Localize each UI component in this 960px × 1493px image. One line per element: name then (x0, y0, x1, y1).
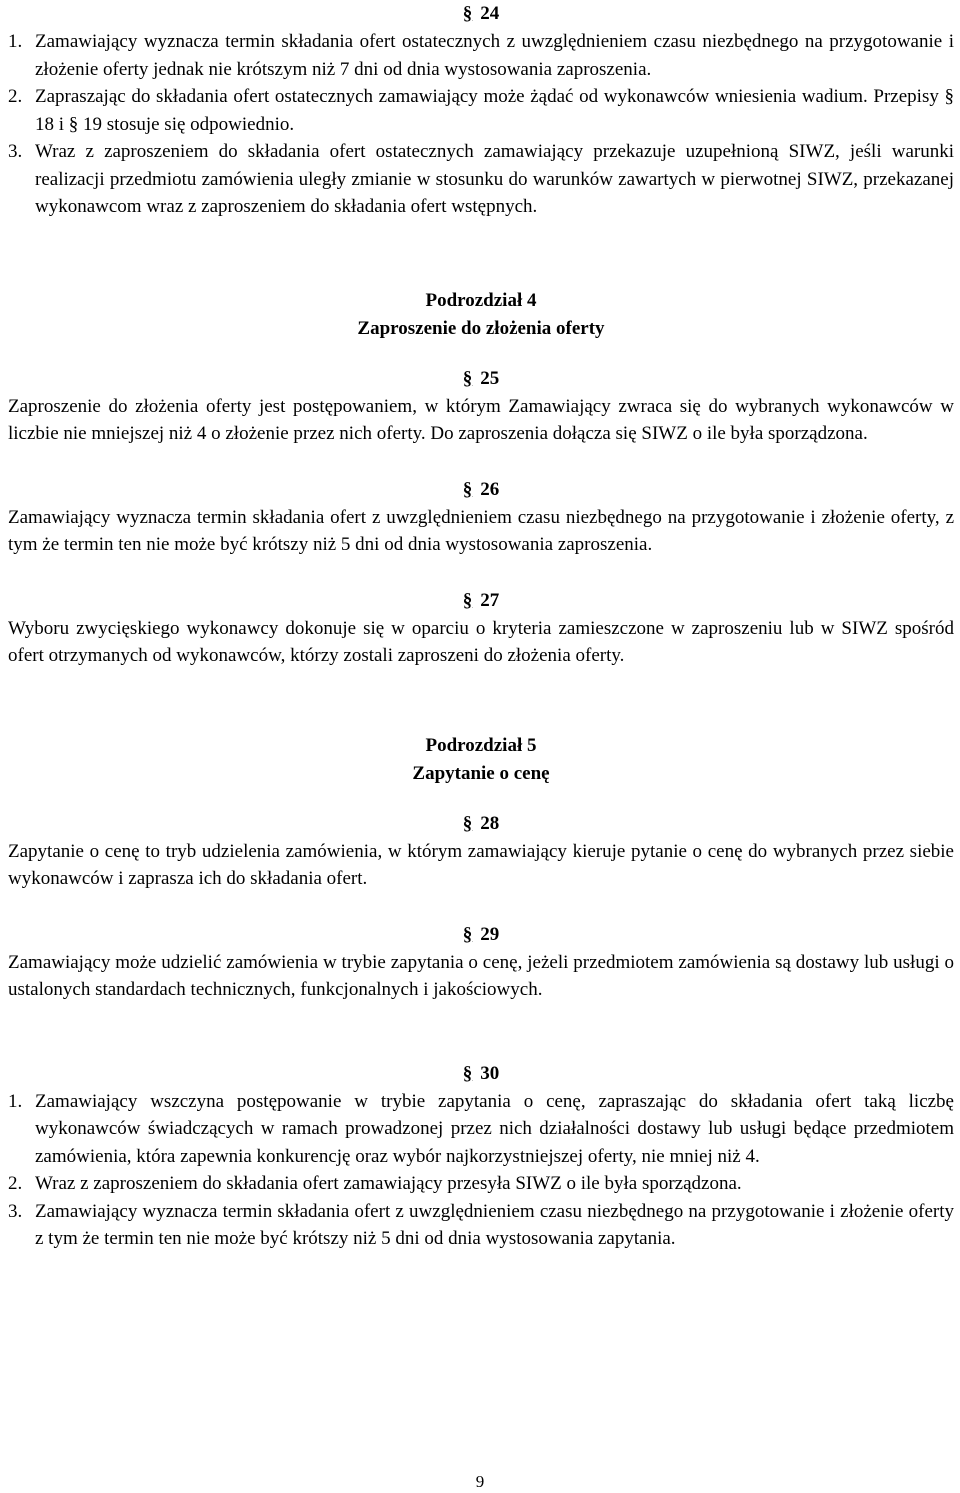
section-number: 27 (480, 589, 500, 611)
section-sign: § (462, 478, 473, 500)
document-page (8, 0, 954, 1253)
page-number: 9 (475, 1472, 485, 1491)
section-sign: § (462, 812, 473, 834)
section-heading-27 (8, 587, 954, 615)
section-heading-29 (8, 921, 954, 949)
subchapter-title: Zaproszenie do złożenia oferty (357, 317, 605, 339)
list-item-text: Zapraszając do składania ofert ostatecznych zamawiający może żądać od wykonawców wniesienia wadium. Przepisy § 18 i § 19 stosuje się odpowiednio. (35, 86, 954, 135)
section-number: 29 (480, 923, 500, 945)
list-item-text: Wraz z zaproszeniem do składania ofert zamawiający przesyła SIWZ o ile była sporządzona. (35, 1173, 742, 1194)
subchapter-label: Podrozdział 5 (425, 734, 537, 756)
section-number: 28 (480, 812, 500, 834)
paragraph: Zaproszenie do złożenia oferty jest postępowaniem, w którym Zamawiający zwraca się do wybranych wykonawców w liczbie nie mniejszej niż 4 o złożenie przez nich oferty. Do zaproszenia dołącza się SIWZ o ile była sporządzona. (8, 395, 954, 444)
list-item-number: 2. (8, 1173, 23, 1194)
list-item-text: Zamawiający wszczyna postępowanie w trybie zapytania o cenę, zapraszając do składania ofert taką liczbę wykonawców świadczących w ramach prowadzonej przez nich działalności dostawy lub usługi będące przedmiotem zamówienia, która zapewnia konkurencję oraz wybór najkorzystniejszej oferty, nie mniej niż 4. (35, 1090, 954, 1167)
section-number: 25 (480, 367, 500, 389)
list-item (8, 138, 954, 221)
list-item-text: Zamawiający wyznacza termin składania ofert ostatecznych z uwzględnieniem czasu niezbędnego na przygotowanie i złożenie oferty jednak nie krótszym niż 7 dni od dnia wystosowania zaproszenia. (35, 31, 954, 80)
section-number: 24 (480, 3, 500, 24)
list-item-number: 2. (8, 86, 23, 107)
list-item-number: 3. (8, 141, 23, 162)
section-number: 26 (480, 478, 500, 500)
list-item (8, 1198, 954, 1253)
list-item-number: 1. (8, 1090, 23, 1112)
list-item-number: 3. (8, 1200, 23, 1222)
section-heading-26 (8, 476, 954, 504)
list-item (8, 1170, 954, 1198)
section-sign: § (462, 923, 473, 945)
list-item-number: 1. (8, 31, 23, 52)
paragraph: Wyboru zwycięskiego wykonawcy dokonuje się w oparciu o kryteria zamieszczone w zaproszeniu lub w SIWZ spośród ofert otrzymanych od wykonawców, którzy zostali zaproszeni do złożenia oferty. (8, 617, 954, 666)
paragraph: Zamawiający wyznacza termin składania ofert z uwzględnieniem czasu niezbędnego na przygotowanie i złożenie oferty, z tym że termin ten nie może być krótszy niż 5 dni od dnia wystosowania zaproszenia. (8, 506, 954, 555)
section-heading-25 (8, 365, 954, 393)
subchapter-title: Zapytanie o cenę (412, 762, 550, 784)
paragraph: Zamawiający może udzielić zamówienia w trybie zapytania o cenę, jeżeli przedmiotem zamówienia są dostawy lub usługi o ustalonych standardach technicznych, funkcjonalnych i jakościowych. (8, 951, 954, 1000)
section-heading-28 (8, 810, 954, 838)
list-item (8, 83, 954, 138)
paragraph: Zapytanie o cenę to tryb udzielenia zamówienia, w którym zamawiający kieruje pytanie o cenę do wybranych przez siebie wykonawców i zaprasza ich do składania ofert. (8, 840, 954, 889)
section-sign: § (462, 1062, 473, 1084)
section-heading-24 (8, 0, 954, 28)
section-number: 30 (480, 1062, 500, 1084)
list-item-text: Wraz z zaproszeniem do składania ofert ostatecznych zamawiający przekazuje uzupełnioną SIWZ, jeśli warunki realizacji przedmiotu zamówienia uległy zmianie w stosunku do warunków zawartych w pierwotnej SIWZ, przekazanej wykonawcom wraz z zaproszeniem do składania ofert wstępnych. (35, 141, 954, 217)
section-sign: § (462, 3, 473, 24)
section-sign: § (462, 589, 473, 611)
section-sign: § (462, 367, 473, 389)
subchapter-label: Podrozdział 4 (425, 289, 537, 311)
section-heading-30 (8, 1060, 954, 1088)
list-item (8, 28, 954, 83)
list-item (8, 1088, 954, 1171)
list-item-text: Zamawiający wyznacza termin składania ofert z uwzględnieniem czasu niezbędnego na przygotowanie i złożenie oferty z tym że termin ten nie może być krótszy niż 5 dni od dnia wystosowania zapytania. (35, 1200, 954, 1249)
